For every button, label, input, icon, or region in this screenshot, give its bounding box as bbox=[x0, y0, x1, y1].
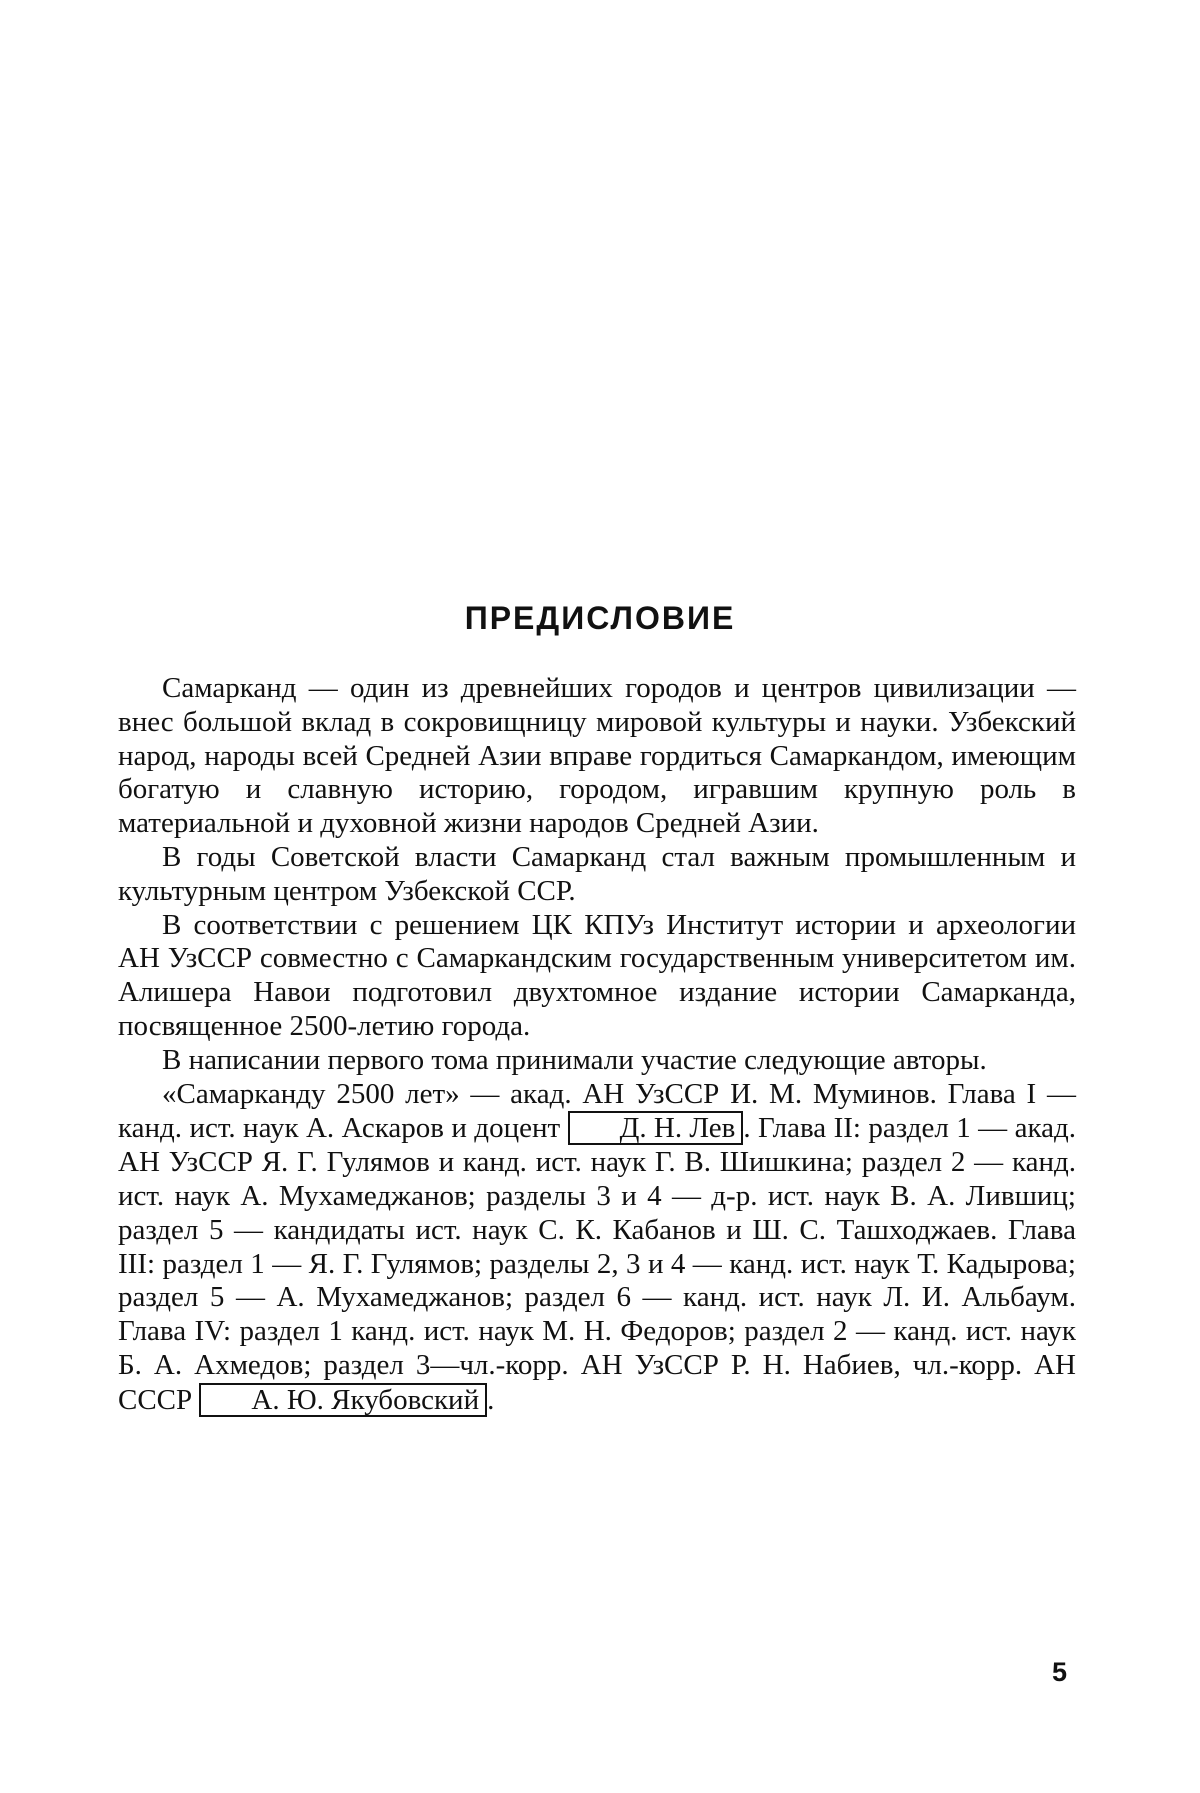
boxed-name-yakubovsky: А. Ю. Якубовский bbox=[199, 1383, 487, 1417]
boxed-name-lev: Д. Н. Лев bbox=[568, 1111, 744, 1145]
preface-text bbox=[118, 672, 1076, 1418]
authors-paragraph bbox=[118, 1078, 1076, 1418]
authors-text-part-2: . Глава II: раздел 1 — акад. АН УзССР Я. Г. Гулямов и канд. ист. наук Г. В. Шишкина; раздел 2 — канд. ист. наук А. Мухамеджанов; разделы 3 и 4 — д-р. ист. наук В. А. Лившиц; раздел 5 — кандидаты ист. наук С. К. Кабанов и Ш. С. Ташходжаев. Глава III: раздел 1 — Я. Г. Гулямов; разделы 2, 3 и 4 — канд. ист. наук Т. Кадырова; раздел 5 — А. Мухамеджанов; раздел 6 — канд. ист. наук Л. И. Альбаум. Глава IV: раздел 1 канд. ист. наук М. Н. Федоров; раздел 2 — канд. ист. наук Б. А. Ахмедов; раздел 3—чл.-корр. АН УзССР Р. Н. Набиев, чл.-корр. АН СССР bbox=[118, 1112, 1076, 1416]
paragraph-1: Самарканд — один из древнейших городов и центров цивилизации — внес большой вклад в сокровищницу мировой культуры и науки. Узбекский народ, народы всей Средней Азии вправе гордиться Самаркандом, имеющим богатую и славную историю, городом, игравшим крупную роль в материальной и духовной жизни народов Средней Азии. bbox=[118, 672, 1076, 840]
paragraph-3: В соответствии с решением ЦК КПУз Институт истории и археологии АН УзССР совместно с Самаркандским государственным университетом им. Алишера Навои подготовил двухтомное издание истории Самарканда, посвященное 2500-летию города. bbox=[118, 908, 1076, 1042]
paragraph-2: В годы Советской власти Самарканд стал важным промышленным и культурным центром Узбекской ССР. bbox=[118, 840, 1076, 907]
page-number: 5 bbox=[1052, 1657, 1068, 1687]
page-title: ПРЕДИСЛОВИЕ bbox=[464, 600, 736, 636]
authors-text-part-1: «Самарканду 2500 лет» — акад. АН УзССР И. М. Муминов. Глава I — канд. ист. наук А. Аскаров и доцент bbox=[118, 1077, 1076, 1145]
paragraph-4: В написании первого тома принимали участие следующие авторы. bbox=[162, 1043, 987, 1076]
authors-text-part-3: . bbox=[487, 1383, 495, 1416]
